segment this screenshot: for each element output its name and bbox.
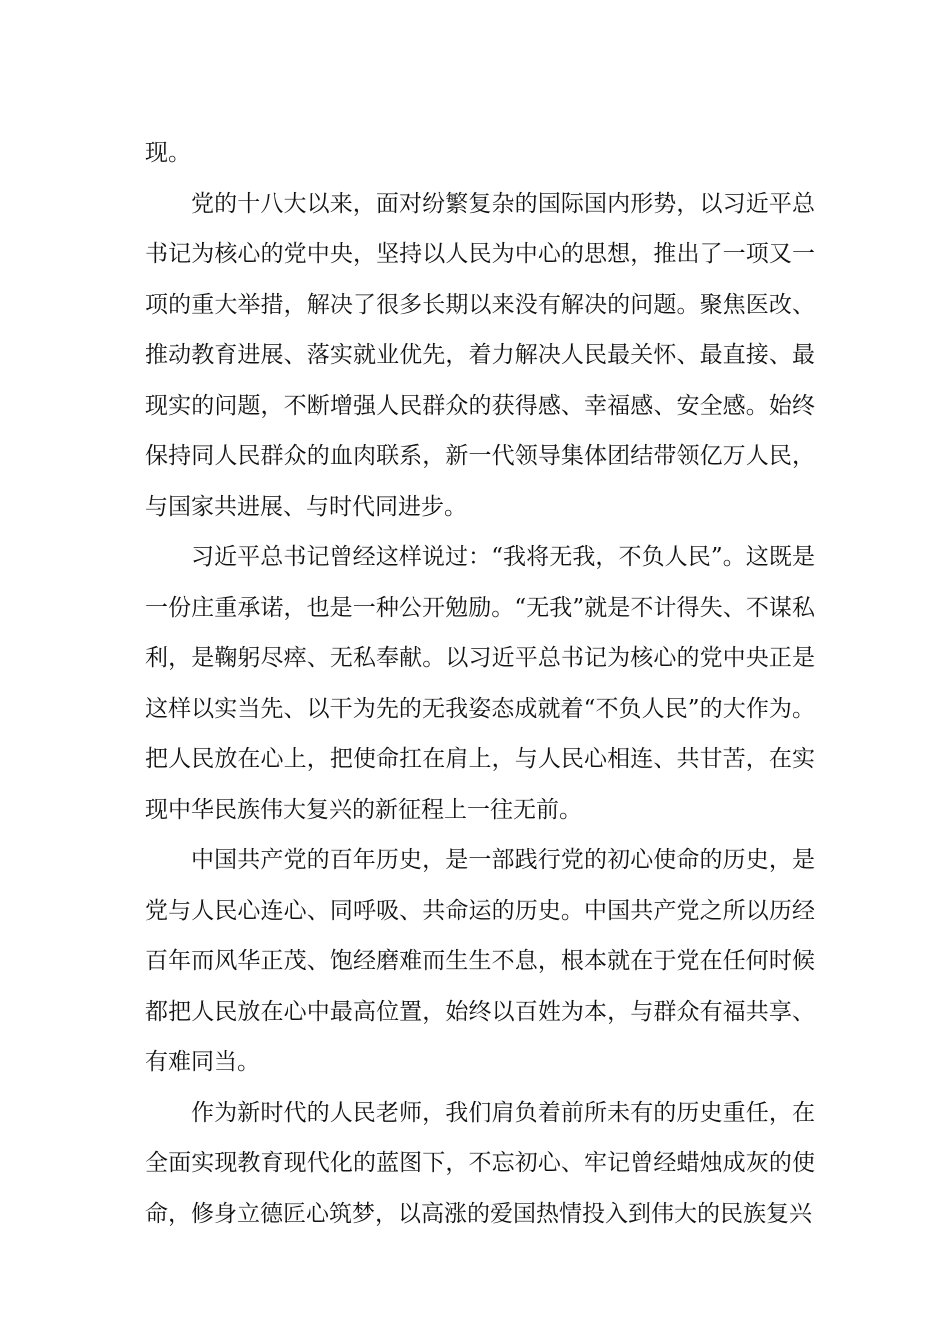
paragraph-party-congress: 党的十八大以来，面对纷繁复杂的国际国内形势，以习近平总书记为核心的党中央，坚持以人民为中心的思想，推出了一项又一项的重大举措，解决了很多长期以来没有解决的问题。聚焦医改、推动教育进展、落实就业优先，着力解决人民最关怀、最直接、最现实的问题，不断增强人民群众的获得感、幸福感、安全感。始终保持同人民群众的血肉联系，新一代领导集体团结带领亿万人民，与国家共进展、与时代同进步。 [145,190,815,520]
paragraph-selfless-quote: 习近平总书记曾经这样说过：“我将无我，不负人民”。这既是一份庄重承诺，也是一种公开勉励。“无我”就是不计得失、不谋私利，是鞠躬尽瘁、无私奉献。以习近平总书记为核心的党中央正是这样以实当先、以干为先的无我姿态成就着“不负人民”的大作为。把人民放在心上，把使命扛在肩上，与人民心相连、共甘苦，在实现中华民族伟大复兴的新征程上一往无前。 [145,544,815,823]
paragraph-century-history: 中国共产党的百年历史，是一部践行党的初心使命的历史，是党与人民心连心、同呼吸、共命运的历史。中国共产党之所以历经百年而风华正茂、饱经磨难而生生不息，根本就在于党在任何时候都把人民放在心中最高位置，始终以百姓为本，与群众有福共享、有难同当。 [145,847,815,1075]
paragraph-teacher-mission: 作为新时代的人民老师，我们肩负着前所未有的历史重任，在全面实现教育现代化的蓝图下，不忘初心、牢记曾经蜡烛成灰的使命，修身立德匠心筑梦，以高涨的爱国热情投入到伟大的民族复兴 [145,1099,815,1227]
paragraph-continuation: 现。 [145,140,191,166]
document-body [145,128,815,1239]
